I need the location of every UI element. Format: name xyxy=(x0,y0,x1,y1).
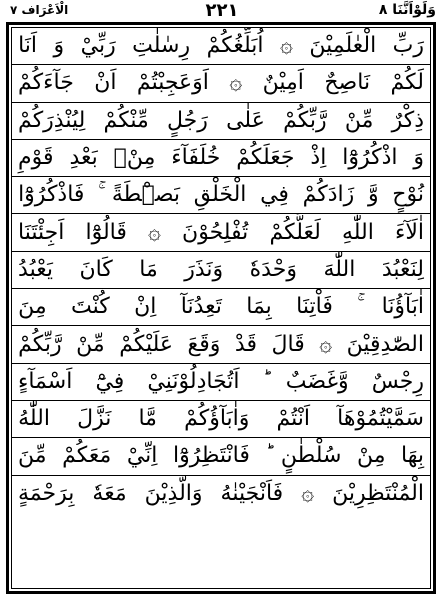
text-line: سَمَّيْتُمُوْهَآ اَنْتُمْ وَاٰبَآؤُكُمْ مَّا نَزَّلَ اللّٰهُ xyxy=(12,401,430,438)
text-line: اٰبَآؤُنَا فَاْتِنَا بِمَا تَعِدُنَآ اِنْ كُنْتَ مِنَ xyxy=(12,289,430,326)
text-line: بِهَا مِنْ سُلْطٰنٍ فَانْتَظِرُوْٓا اِنِّيْ مَعَكُمْ مِّنَ xyxy=(12,438,430,475)
page-number: ٢٢١ xyxy=(205,0,239,21)
page-header xyxy=(0,0,444,22)
text-line: اٰلَآءَ اللّٰهِ لَعَلَّكُمْ تُفْلِحُوْنَ ۞ قَالُوْٓا اَجِئْتَنَا xyxy=(12,214,430,251)
text-line: الصّٰدِقِيْنَ ۞ قَالَ قَدْ وَقَعَ عَلَيْكُمْ مِّنْ رَّبِّكُمْ xyxy=(12,326,430,363)
text-line: نُوْحٍ وَّ زَادَكُمْ فِي الْخَلْقِ بَصْۜطَةً فَاذْكُرُوْٓا xyxy=(12,177,430,214)
text-line: وَ اذْكُرُوْٓا اِذْ جَعَلَكُمْ خُلَفَآءَ مِنْۢ بَعْدِ قَوْمِ xyxy=(12,140,430,177)
text-line: لِنَعْبُدَ اللّٰهَ وَحْدَهٗ وَنَذَرَ مَا كَانَ يَعْبُدُ xyxy=(12,252,430,289)
text-line: رَبِّ الْعٰلَمِيْنَ ۞ اُبَلِّغُكُمْ رِسٰلٰتِ رَبِّيْ وَ اَنَا xyxy=(12,28,430,65)
text-line: رِجْسٌ وَّغَضَبٌ اَتُجَادِلُوْنَنِيْ فِيْٓ اَسْمَآءٍ xyxy=(12,364,430,401)
text-block xyxy=(12,28,430,588)
text-line: لَكُمْ نَاصِحٌ اَمِيْنٌ ۞ اَوَعَجِبْتُمْ اَنْ جَآءَكُمْ xyxy=(12,65,430,102)
text-line: ذِكْرٌ مِّنْ رَّبِّكُمْ عَلٰى رَجُلٍ مِّنْكُمْ لِيُنْذِرَكُمْ xyxy=(12,103,430,140)
surah-title: الْاَعْرَاف ٧ xyxy=(10,3,69,17)
juz-title: وَلَوْاَنَّنَا ٨ xyxy=(378,2,436,18)
text-line: الْمُنْتَظِرِيْنَ ۞ فَاَنْجَيْنٰهُ وَالَّذِيْنَ مَعَهٗ بِرَحْمَةٍ xyxy=(18,481,424,507)
